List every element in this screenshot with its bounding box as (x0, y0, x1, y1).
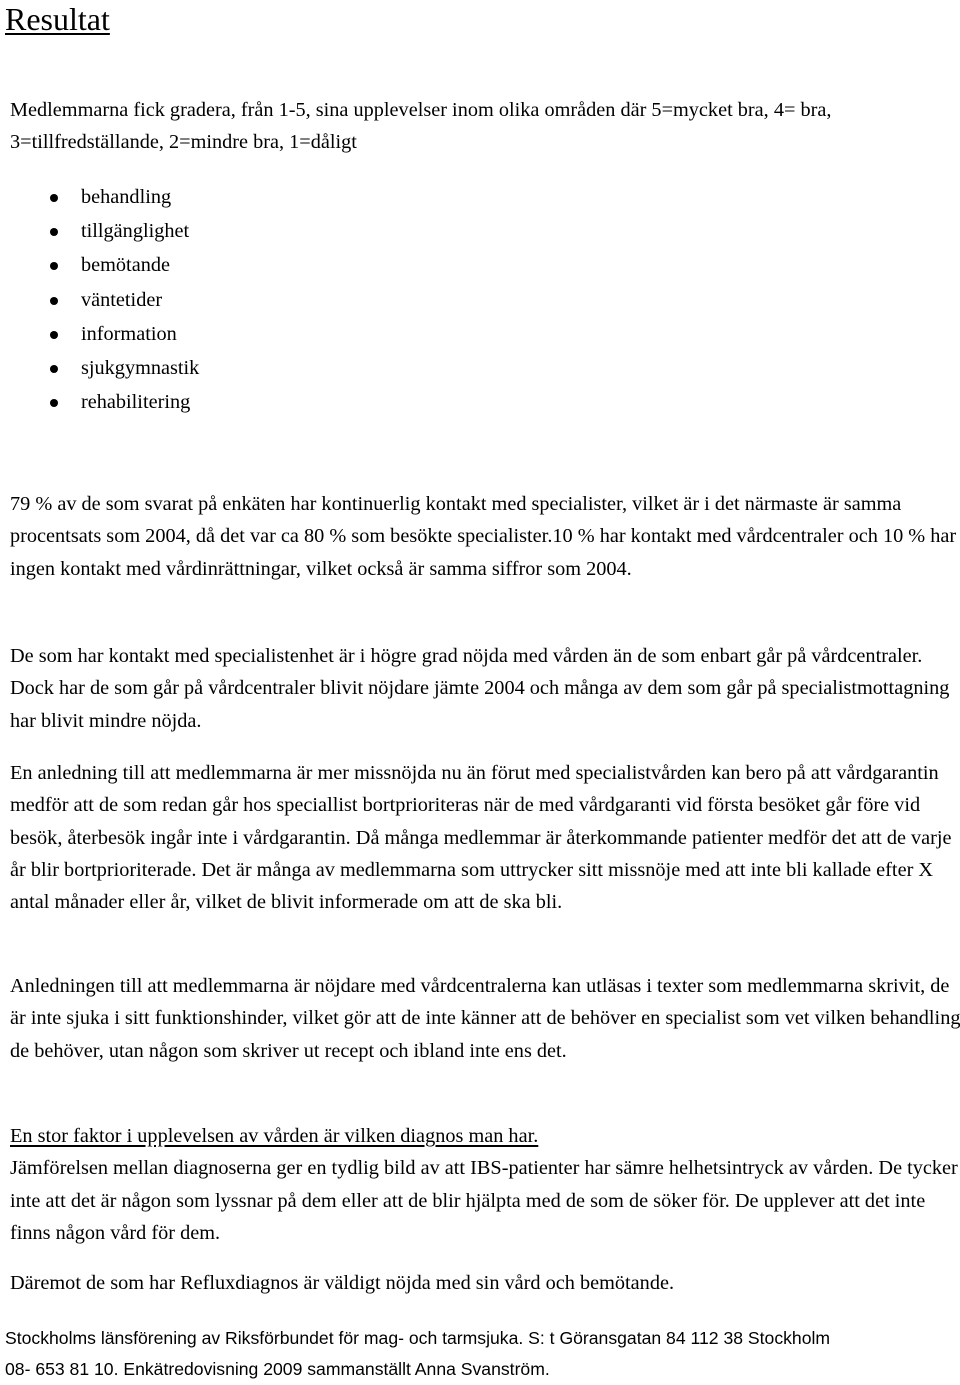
list-item (10, 385, 199, 419)
list-item-label: tillgänglighet (81, 220, 190, 243)
paragraph-satisfaction: De som har kontakt med specialistenhet är i högre grad nöjda med vården än de som enbart går på vårdcentraler. Dock har de som går på vårdcentraler blivit nöjdare jämte 2004 och många av dem som går på specialistmottagning har blivit mindre nöjda. (10, 645, 950, 732)
list-item (10, 180, 199, 214)
diagnosis-body: Jämförelsen mellan diagnoserna ger en tydlig bild av att IBS-patienter har sämre helhetsintryck av vården. De tycker inte att det är någon som lyssnar på dem eller att de blir hjälpta med de som de söker för. De upplever att det inte finns någon vård för dem. (10, 1157, 958, 1244)
paragraph-vardcentral-reason: Anledningen till att medlemmarna är nöjdare med vårdcentralerna kan utläsas i texter som medlemmarna skrivit, de är inte sjuka i sitt funktionshinder, vilket gör att de inte känner att de behöver en specialist som vet vilken behandling de behöver, utan någon som skriver ut recept och ibland inte ens det. (10, 975, 960, 1062)
bullet-icon (50, 331, 58, 339)
list-item (10, 317, 199, 351)
paragraph-reflux: Däremot de som har Refluxdiagnos är väldigt nöjda med sin vård och bemötande. (10, 1272, 675, 1294)
list-item (10, 351, 199, 385)
page-title: Resultat (5, 1, 110, 37)
paragraph-diagnosis (10, 1120, 960, 1249)
page-footer (5, 1323, 960, 1385)
paragraph-dissatisfaction-reason: En anledning till att medlemmarna är mer missnöjda nu än förut med specialistvården kan bero på att vårdgarantin medför att de som redan går hos speciallist bortprioriteras när de med vårdgaranti vid första besöket går före vid besök, återbesök ingår inte i vårdgarantin. Då många medlemmar är återkommande patienter medför det att de varje år blir bortprioriterade. Det är många av medlemmarna som uttrycker sitt missnöje med att inte bli kallade efter X antal månader eller år, vilket de blivit informerade om att de ska bli. (10, 762, 952, 914)
footer-line-2: 08- 653 81 10. Enkätredovisning 2009 sammanställt Anna Svanström. (5, 1359, 550, 1379)
bullet-icon (50, 262, 58, 270)
bullet-icon (50, 228, 58, 236)
footer-line-1: Stockholms länsförening av Riksförbundet för mag- och tarmsjuka. S: t Göransgatan 84 112 38 Stockholm (5, 1328, 831, 1348)
intro-paragraph: Medlemmarna fick gradera, från 1-5, sina upplevelser inom olika områden där 5=mycket bra, 4= bra, 3=tillfredställande, 2=mindre bra, 1=dåligt (10, 99, 832, 154)
bullet-icon (50, 297, 58, 305)
diagnosis-heading: En stor faktor i upplevelsen av vården är vilken diagnos man har. (10, 1125, 539, 1147)
list-item (10, 248, 199, 282)
bullet-icon (50, 365, 58, 373)
list-item (10, 283, 199, 317)
bullet-icon (50, 399, 58, 407)
list-item-label: rehabilitering (81, 391, 191, 414)
list-item-label: behandling (81, 186, 172, 208)
bullet-icon (50, 194, 58, 202)
list-item-label: information (81, 322, 177, 345)
list-item-label: bemötande (81, 254, 170, 277)
list-item-label: väntetider (81, 288, 163, 311)
rating-areas-list (10, 180, 199, 419)
paragraph-specialist-contact: 79 % av de som svarat på enkäten har kontinuerlig kontakt med specialister, vilket är i det närmaste är samma procentsats som 2004, då det var ca 80 % som besökte specialister.10 % har kontakt med vårdcentraler och 10 % har ingen kontakt med vårdinrättningar, vilket också är samma siffror som 2004. (10, 493, 957, 580)
list-item (10, 214, 199, 248)
list-item-label: sjukgymnastik (81, 357, 200, 380)
